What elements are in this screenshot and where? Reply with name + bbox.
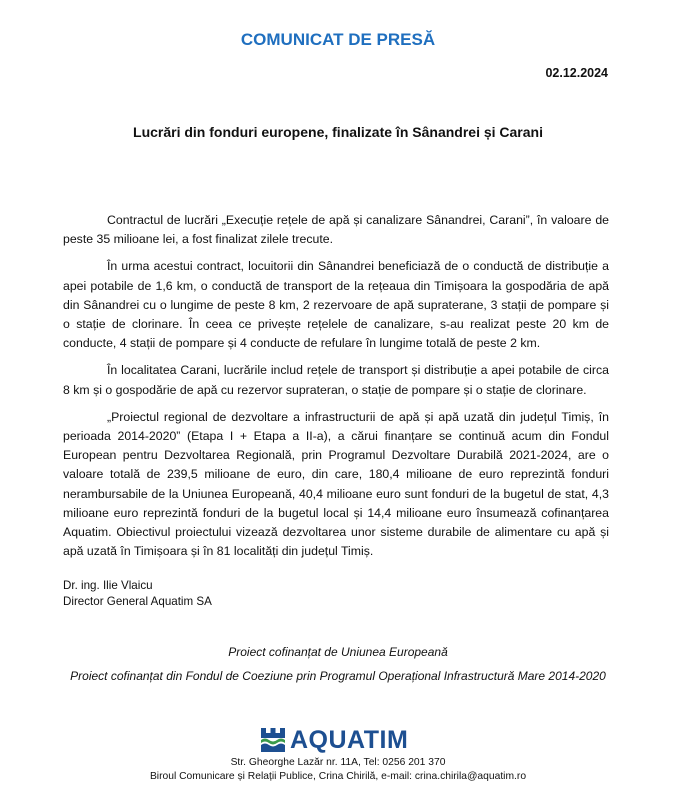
headline: Lucrări din fonduri europene, finalizate în Sânandrei și Carani [133,124,543,140]
aquatim-castle-waves-icon [260,727,286,753]
signatory-name: Dr. ing. Ilie Vlaicu [63,579,153,592]
paragraph: „Proiectul regional de dezvoltare a infrastructurii de apă și apă uzată din județul Timiș, în perioada 2014-2020” (Etapa I + Etapa a II-a), a cărui finanțare se continuă acum din Fondul European pentru Dezvoltarea Regională, prin Programul Dezvoltare Durabilă 2021-2024, are o valoare totală de 239,5 milioane de euro, din care, 180,4 milioane de euro reprezintă fonduri nerambursabile de la Uniunea Europeană, 40,4 milioane euro sunt fonduri de la bugetul de stat, 4,3 milioane euro reprezintă fonduri de la bugetul local și 14,4 milioane euro însumează cofinanțarea Aquatim. Obiectivul proiectului vizează dezvoltarea unor sisteme durabile de alimentare cu apă și apă uzată în Timișoara și în 81 localități din județul Timiș. [63,409,609,559]
signature-block [63,578,212,609]
aquatim-logo [260,727,408,753]
cofinancing-note-eu: Proiect cofinanțat de Uniunea Europeană [228,645,448,659]
paragraph: În urma acestui contract, locuitorii din Sânandrei beneficiază de o conductă de distribuție a apei potabile de 1,6 km, o conductă de transport de la rețeaua din Timișoara la gospodăria de apă din Sânandrei cu o lungime de peste 8 km, 2 rezervoare de apă supraterane, 3 stații de pompare și o stație de clorinare. În ceea ce privește rețelele de canalizare, s-au realizat peste 20 km de conducte, 4 stații de pompare și 4 conducte de refulare în lungime totală de peste 2 km. [63,259,609,351]
document-date: 02.12.2024 [545,66,608,80]
document-title: COMUNICAT DE PRESĂ [240,30,436,49]
cofinancing-note-program: Proiect cofinanțat din Fondul de Coeziune prin Programul Operațional Infrastructură Mare 2014-2020 [70,669,606,683]
body-text [63,211,609,569]
signatory-role: Director General Aquatim SA [63,594,212,608]
logo-text: AQUATIM [290,726,409,754]
paragraph: În localitatea Carani, lucrările includ rețele de transport și distribuție a apei potabile de circa 8 km și o gospodărie de apă cu rezervor suprateran, o stație de pompare și o stație de clorinare. [63,363,609,397]
footer-address: Str. Gheorghe Lazăr nr. 11A, Tel: 0256 201 370 [230,757,446,768]
paragraph: Contractul de lucrări „Execuție rețele de apă și canalizare Sânandrei, Carani”, în valoare de peste 35 milioane lei, a fost finalizat zilele trecute. [63,213,609,247]
footer-contact: Biroul Comunicare și Relații Publice, Crina Chirilă, e-mail: crina.chirila@aquatim.ro [149,771,527,782]
